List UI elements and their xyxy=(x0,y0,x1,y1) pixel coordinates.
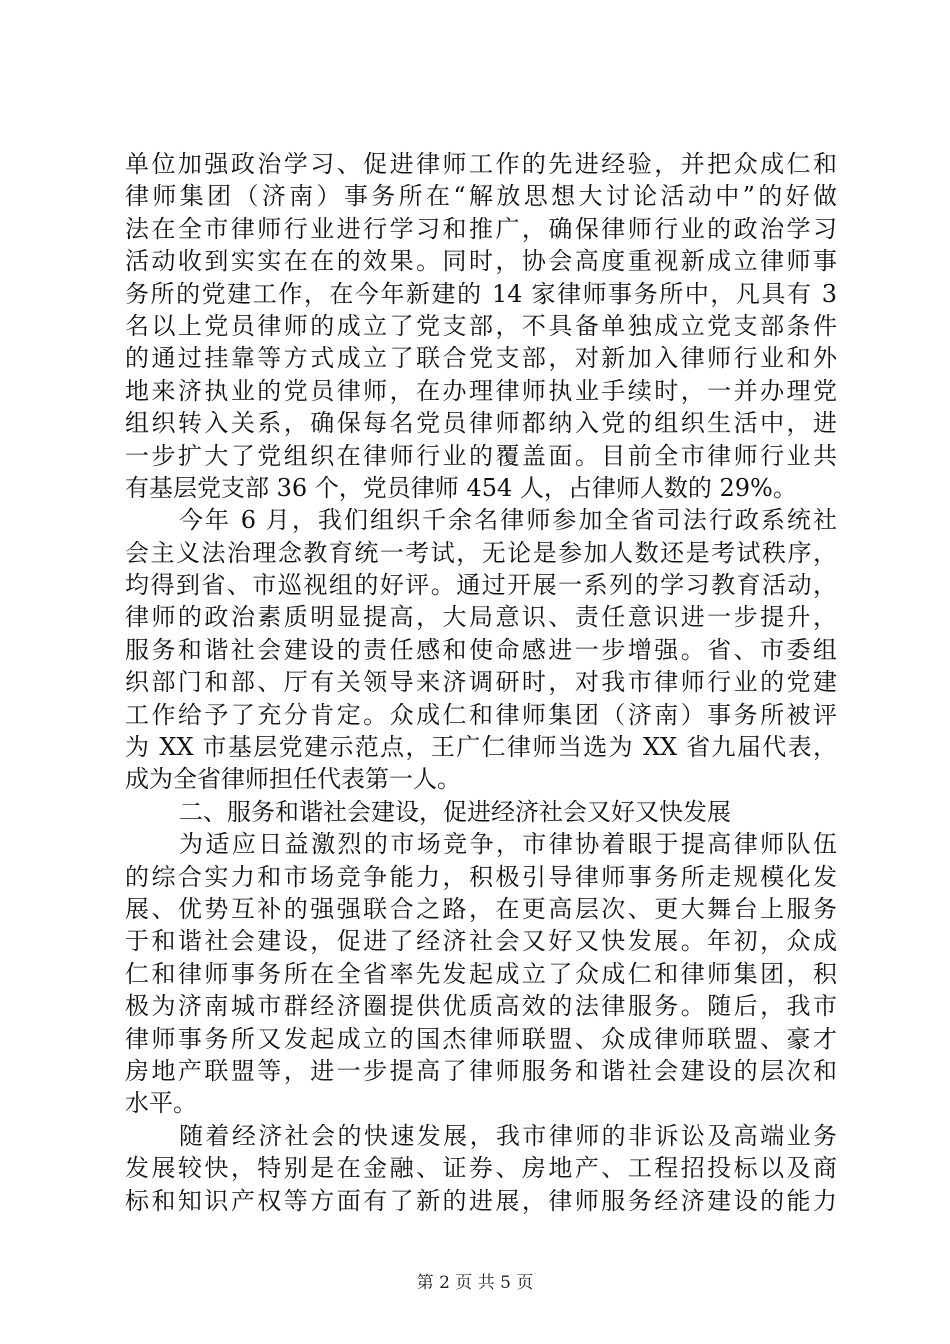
text-line: 仁和律师事务所在全省率先发起成立了众成仁和律师集团，积 xyxy=(125,959,837,988)
text-line: 今年 6 月，我们组织千余名律师参加全省司法行政系统社 xyxy=(179,506,837,535)
page-footer: 第 2 页 共 5 页 xyxy=(416,1273,534,1293)
text-line: 织部门和部、厅有关领导来济调研时，对我市律师行业的党建 xyxy=(125,668,837,697)
text-line: 务所的党建工作，在今年新建的 14 家律师事务所中，凡具有 3 xyxy=(125,279,837,308)
text-line: 法在全市律师行业进行学习和推广，确保律师行业的政治学习 xyxy=(125,214,837,243)
text-line: 均得到省、市巡视组的好评。通过开展一系列的学习教育活动， xyxy=(125,571,837,600)
text-line: 的通过挂靠等方式成立了联合党支部，对新加入律师行业和外 xyxy=(125,344,837,373)
text-line: 组织转入关系，确保每名党员律师都纳入党的组织生活中，进 xyxy=(125,409,837,438)
text-line: 的综合实力和市场竞争能力，积极引导律师事务所走规模化发 xyxy=(125,862,837,891)
text-line: 律师的政治素质明显提高，大局意识、责任意识进一步提升， xyxy=(125,603,837,632)
text-line: 律师事务所又发起成立的国杰律师联盟、众成律师联盟、豪才 xyxy=(125,1024,837,1053)
text-line: 水平。 xyxy=(125,1089,197,1118)
text-line: 为 XX 市基层党建示范点，王广仁律师当选为 XX 省九届代表， xyxy=(125,733,837,762)
text-line: 律师集团（济南）事务所在“解放思想大讨论活动中”的好做 xyxy=(125,182,837,211)
text-line: 单位加强政治学习、促进律师工作的先进经验，并把众成仁和 xyxy=(125,150,837,178)
text-line: 极为济南城市群经济圈提供优质高效的法律服务。随后，我市 xyxy=(125,992,837,1021)
text-line: 服务和谐社会建设的责任感和使命感进一步增强。省、市委组 xyxy=(125,635,837,664)
text-line: 展、优势互补的强强联合之路，在更高层次、更大舞台上服务 xyxy=(125,894,837,923)
text-line: 标和知识产权等方面有了新的进展，律师服务经济建设的能力 xyxy=(125,1186,837,1215)
text-line: 于和谐社会建设，促进了经济社会又好又快发展。年初，众成 xyxy=(125,927,837,956)
text-line: 会主义法治理念教育统一考试，无论是参加人数还是考试秩序， xyxy=(125,538,837,567)
text-line: 名以上党员律师的成立了党支部，不具备单独成立党支部条件 xyxy=(125,311,837,340)
text-line: 二、服务和谐社会建设，促进经济社会又好又快发展 xyxy=(179,797,731,826)
text-line: 一步扩大了党组织在律师行业的覆盖面。目前全市律师行业共 xyxy=(125,441,837,470)
text-line: 随着经济社会的快速发展，我市律师的非诉讼及高端业务 xyxy=(179,1121,837,1150)
text-line: 成为全省律师担任代表第一人。 xyxy=(125,765,461,794)
text-line: 工作给予了充分肯定。众成仁和律师集团（济南）事务所被评 xyxy=(125,700,837,729)
body-text xyxy=(125,148,837,1217)
text-line: 地来济执业的党员律师，在办理律师执业手续时，一并办理党 xyxy=(125,376,837,405)
text-line: 活动收到实实在在的效果。同时，协会高度重视新成立律师事 xyxy=(125,247,837,276)
text-line: 有基层党支部 36 个，党员律师 454 人，占律师人数的 29%。 xyxy=(125,473,797,502)
text-line: 发展较快，特别是在金融、证券、房地产、工程招投标以及商 xyxy=(125,1154,837,1183)
text-line: 房地产联盟等，进一步提高了律师服务和谐社会建设的层次和 xyxy=(125,1056,837,1085)
text-line: 为适应日益激烈的市场竞争，市律协着眼于提高律师队伍 xyxy=(179,830,837,859)
